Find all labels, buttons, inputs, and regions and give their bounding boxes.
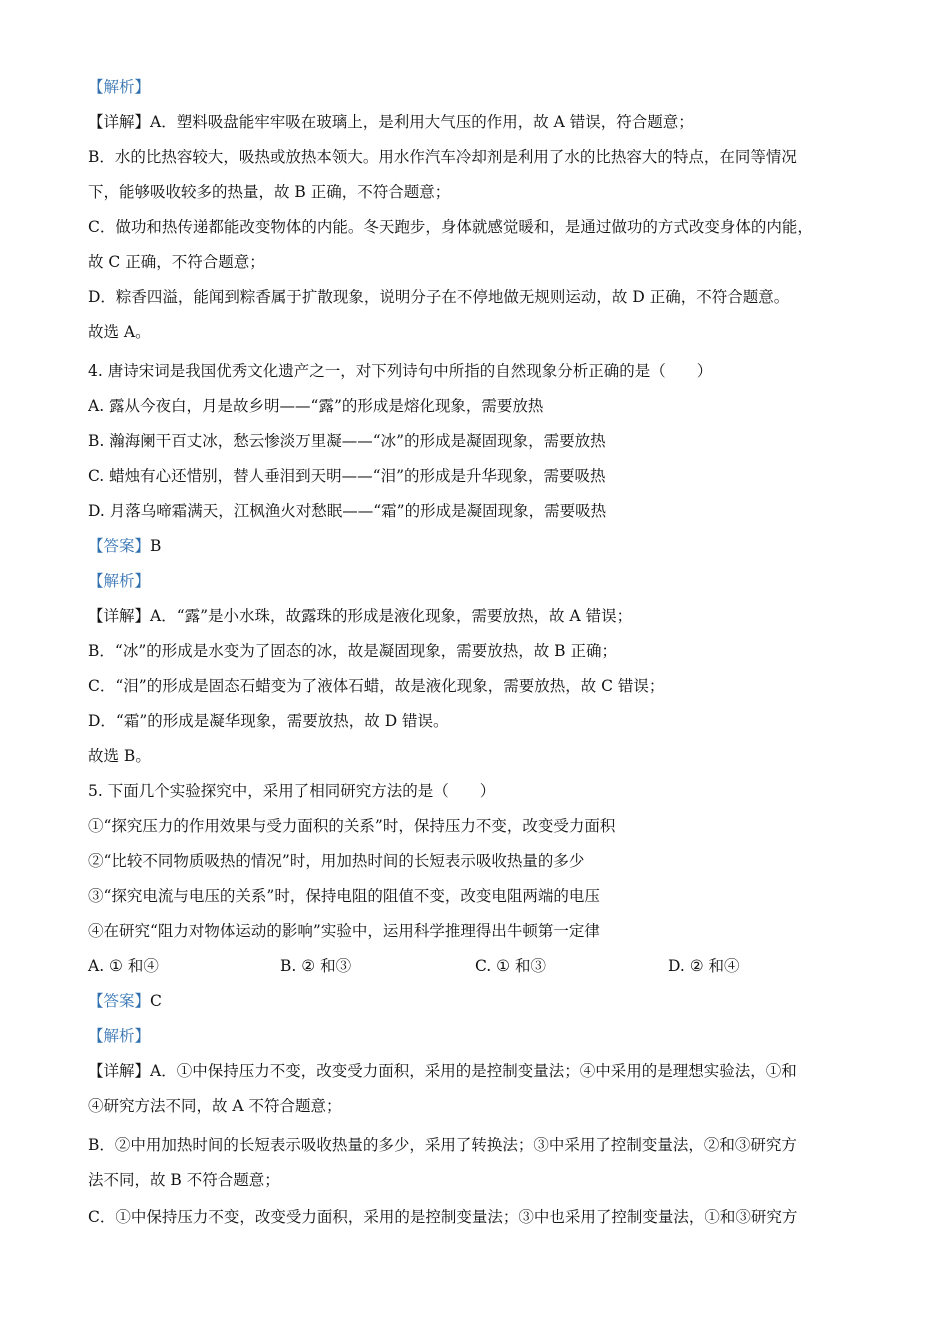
- detail-line: 【详解】A．“露”是小水珠，故露珠的形成是液化现象，需要放热，故 A 错误；: [88, 607, 633, 625]
- conclusion-line: 故选 A。: [88, 323, 151, 341]
- section-tag: 【解析】: [88, 572, 151, 590]
- section-tag: 【详解】: [88, 1062, 151, 1080]
- text-line: B．水的比热容较大，吸热或放热本领大。用水作汽车冷却剂是利用了水的比热容大的特点，在同等情况: [88, 148, 797, 166]
- choice-a: A. ① 和④: [88, 957, 159, 975]
- question-4-option-a: A. 露从今夜白，月是故乡明——“露”的形成是熔化现象，需要放热: [88, 397, 544, 415]
- text-line: 法不同，故 B 不符合题意；: [88, 1171, 280, 1189]
- question-4-option-b: B. 瀚海阑干百丈冰，愁云惨淡万里凝——“冰”的形成是凝固现象，需要放热: [88, 432, 606, 450]
- conclusion-line: 故选 B。: [88, 747, 151, 765]
- section-tag: 【解析】: [88, 1027, 151, 1045]
- detail-line: 【详解】A．①中保持压力不变，改变受力面积，采用的是控制变量法；④中采用的是理想实验法，①和: [88, 1062, 797, 1080]
- section-tag: 【解析】: [88, 78, 151, 96]
- text-line: D．粽香四溢，能闻到粽香属于扩散现象，说明分子在不停地做无规则运动，故 D 正确，不符合题意。: [88, 288, 790, 306]
- question-5-stem: 5. 下面几个实验探究中，采用了相同研究方法的是（ ）: [88, 782, 496, 800]
- section-tag: 【详解】: [88, 607, 151, 625]
- question-4-stem: 4. 唐诗宋词是我国优秀文化遗产之一，对下列诗句中所指的自然现象分析正确的是（ ）: [88, 362, 713, 380]
- answer-line: 【答案】C: [88, 992, 162, 1010]
- text-line: B．“冰”的形成是水变为了固态的冰，故是凝固现象，需要放热，故 B 正确；: [88, 642, 617, 660]
- choice-c: C. ① 和③: [475, 957, 546, 975]
- question-5-item-3: ③“探究电流与电压的关系”时，保持电阻的阻值不变，改变电阻两端的电压: [88, 887, 600, 905]
- question-5-item-2: ②“比较不同物质吸热的情况”时，用加热时间的长短表示吸收热量的多少: [88, 852, 585, 870]
- section-tag: 【答案】: [88, 992, 151, 1010]
- section-tag: 【答案】: [88, 537, 151, 555]
- text-line: C．①中保持压力不变，改变受力面积，采用的是控制变量法；③中也采用了控制变量法，①和③研究方: [88, 1208, 798, 1226]
- answer-line: 【答案】B: [88, 537, 162, 555]
- text-line: B．②中用加热时间的长短表示吸收热量的多少，采用了转换法；③中采用了控制变量法，②和③研究方: [88, 1136, 797, 1154]
- detail-line: 【详解】A．塑料吸盘能牢牢吸在玻璃上，是利用大气压的作用，故 A 错误，符合题意；: [88, 113, 694, 131]
- question-4-option-d: D. 月落乌啼霜满天，江枫渔火对愁眠——“霜”的形成是凝固现象，需要吸热: [88, 502, 607, 520]
- text-line: 下，能够吸收较多的热量，故 B 正确，不符合题意；: [88, 183, 451, 201]
- choice-d: D. ② 和④: [668, 957, 740, 975]
- question-5-item-1: ①“探究压力的作用效果与受力面积的关系”时，保持压力不变，改变受力面积: [88, 817, 616, 835]
- analysis-heading: [88, 1025, 870, 1047]
- text-line: ④研究方法不同，故 A 不符合题意；: [88, 1097, 342, 1115]
- analysis-heading: [88, 570, 870, 592]
- section-tag: 【详解】: [88, 113, 151, 131]
- text-line: C．“泪”的形成是固态石蜡变为了液体石蜡，故是液化现象，需要放热，故 C 错误；: [88, 677, 665, 695]
- text-line: 故 C 正确，不符合题意；: [88, 253, 265, 271]
- analysis-heading: [88, 76, 870, 98]
- question-5-item-4: ④在研究“阻力对物体运动的影响”实验中，运用科学推理得出牛顿第一定律: [88, 922, 600, 940]
- question-4-option-c: C. 蜡烛有心还惜别，替人垂泪到天明——“泪”的形成是升华现象，需要吸热: [88, 467, 606, 485]
- text-line: C．做功和热传递都能改变物体的内能。冬天跑步，身体就感觉暖和，是通过做功的方式改变身体的内能，: [88, 218, 813, 236]
- text-line: D．“霜”的形成是凝华现象，需要放热，故 D 错误。: [88, 712, 449, 730]
- choice-b: B. ② 和③: [280, 957, 352, 975]
